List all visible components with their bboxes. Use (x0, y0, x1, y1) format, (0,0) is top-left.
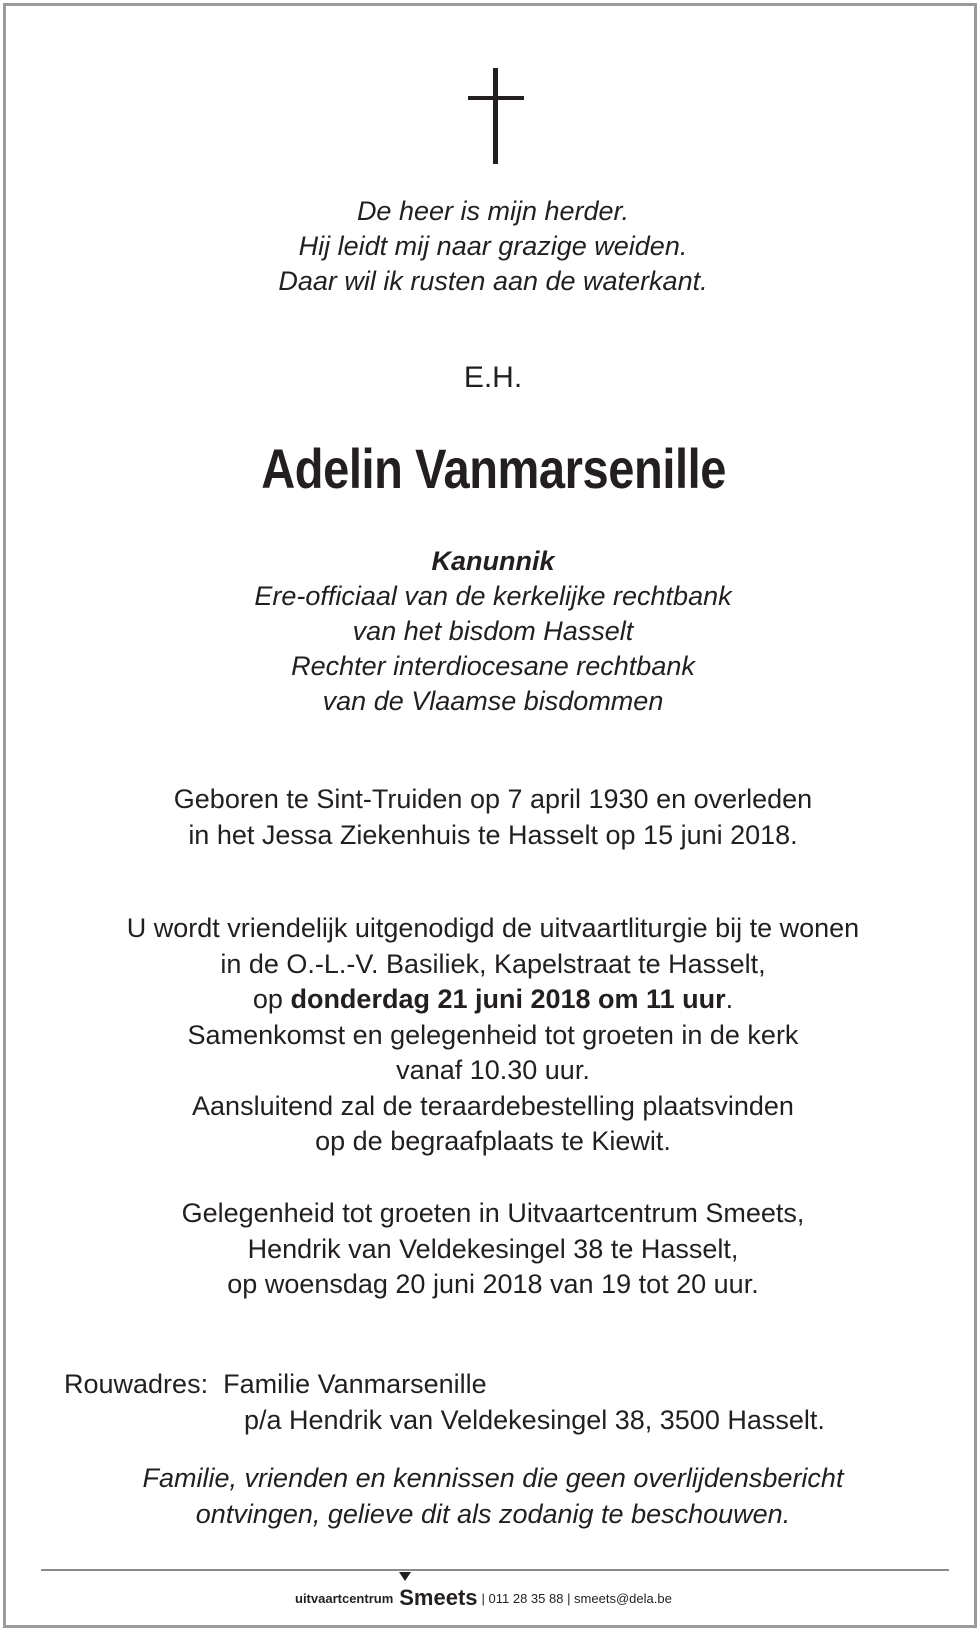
funeral-date: donderdag 21 juni 2018 om 11 uur (290, 984, 726, 1014)
invite-date-pre: op (252, 984, 291, 1014)
invite-line: Samenkomst en gelegenheid tot groeten in de kerk (187, 1019, 799, 1050)
titles-block (6, 544, 980, 719)
title-line: Ere-officiaal van de kerkelijke rechtbank (254, 581, 732, 611)
triangle-marker-icon (399, 1572, 411, 1581)
footer-brand: Smeets (399, 1585, 478, 1610)
funeral-home-footer (295, 1586, 672, 1611)
title-line: van de Vlaamse bisdommen (322, 686, 664, 716)
viewing-info (6, 1196, 980, 1303)
psalm-line: Hij leidt mij naar grazige weiden. (298, 231, 688, 261)
note-line: ontvingen, gelieve dit als zodanig te beschouwen. (195, 1498, 791, 1529)
birth-line: in het Jessa Ziekenhuis te Hasselt op 15 juni 2018. (188, 819, 798, 850)
closing-note (6, 1461, 980, 1532)
title-line: van het bisdom Hasselt (352, 616, 634, 646)
invite-line: op de begraafplaats te Kiewit. (315, 1126, 671, 1156)
psalm-line: Daar wil ik rusten aan de waterkant. (278, 266, 708, 296)
title-line: Rechter interdiocesane rechtbank (291, 651, 695, 681)
birth-death-info (6, 782, 980, 853)
honorific: E.H. (463, 361, 523, 394)
funeral-invitation (6, 911, 980, 1160)
invite-line: U wordt vriendelijk uitgenodigd de uitvaartliturgie bij te wonen (126, 913, 860, 943)
psalm-quote (6, 194, 980, 299)
viewing-line: Hendrik van Veldekesingel 38 te Hasselt, (247, 1233, 739, 1264)
rouwadres-label: Rouwadres: (64, 1369, 209, 1399)
rouwadres-family: Familie Vanmarsenille (223, 1369, 487, 1399)
footer-prefix: uitvaartcentrum (295, 1591, 394, 1606)
rouwadres-address: p/a Hendrik van Veldekesingel 38, 3500 Hasselt. (244, 1404, 825, 1435)
psalm-line: De heer is mijn herder. (356, 196, 630, 226)
deceased-name: Adelin Vanmarsenille (261, 437, 727, 500)
birth-line: Geboren te Sint-Truiden op 7 april 1930 en overleden (173, 784, 813, 814)
title-line: Kanunnik (431, 546, 555, 576)
invite-line: vanaf 10.30 uur. (396, 1055, 590, 1085)
viewing-line: op woensdag 20 juni 2018 van 19 tot 20 uur. (227, 1269, 759, 1299)
invite-line: in de O.-L.-V. Basiliek, Kapelstraat te Hasselt, (220, 948, 766, 979)
invite-line: Aansluitend zal de teraardebestelling plaatsvinden (192, 1090, 794, 1121)
cross-icon (468, 68, 524, 164)
viewing-line: Gelegenheid tot groeten in Uitvaartcentrum Smeets, (181, 1198, 805, 1228)
note-line: Familie, vrienden en kennissen die geen overlijdensbericht (142, 1463, 844, 1493)
mourning-address (64, 1367, 825, 1435)
invite-date-post: . (725, 984, 734, 1014)
footer-divider (41, 1569, 949, 1571)
obituary-card (3, 3, 977, 1628)
footer-contact: | 011 28 35 88 | smeets@dela.be (481, 1591, 672, 1606)
invite-date-line (6, 982, 980, 1018)
